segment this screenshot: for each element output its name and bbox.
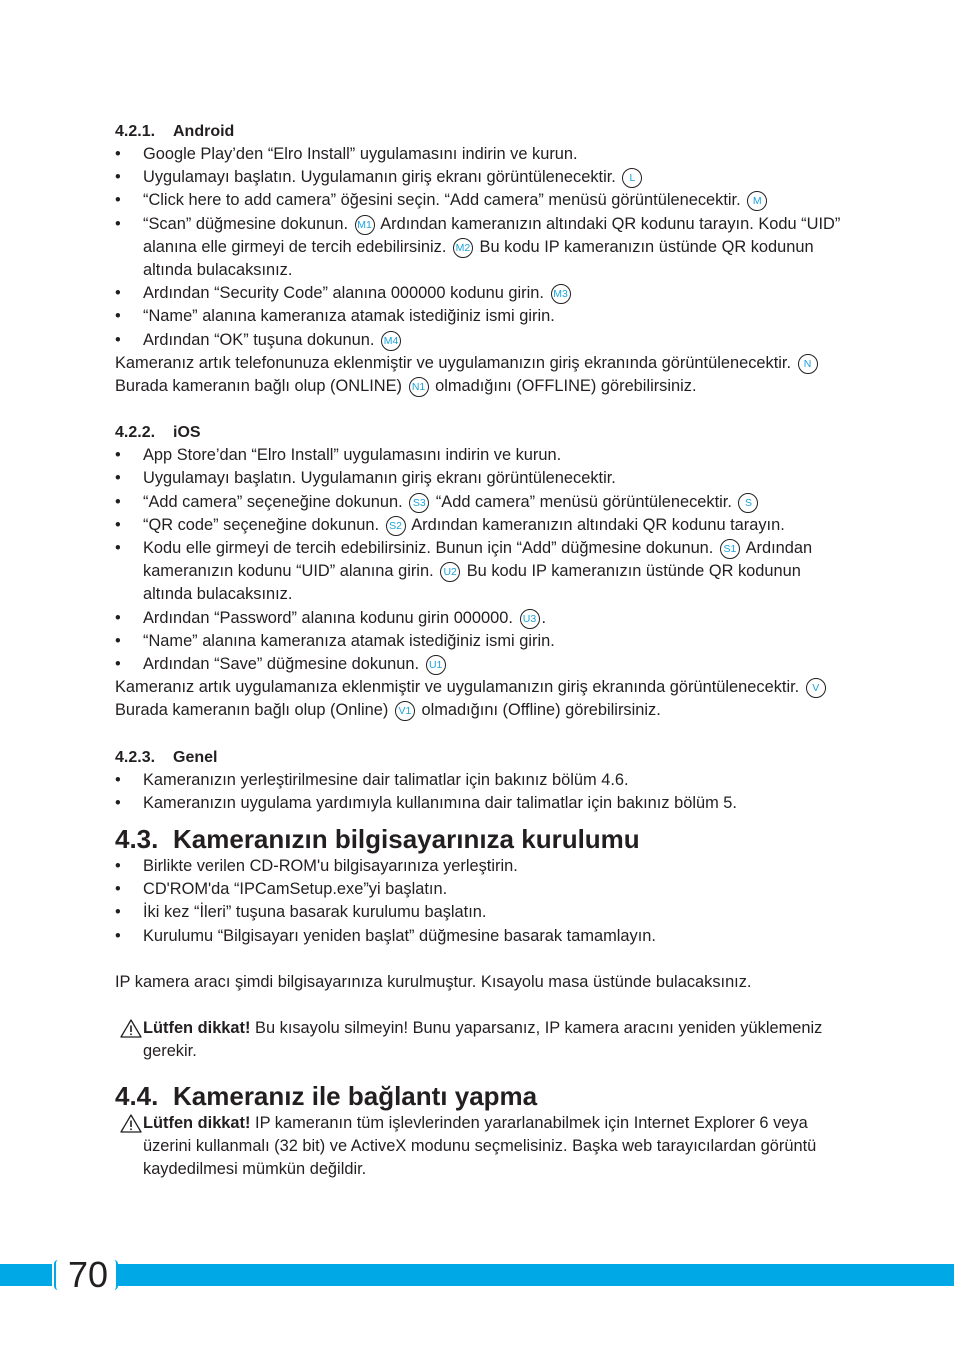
- section-heading-4-4: 4.4. Kameranız ile bağlantı yapma: [115, 1080, 538, 1111]
- list-item: • “Click here to add camera” öğesini seçin. “Add camera” menüsü görüntülenecektir. M: [115, 189, 845, 212]
- callout-s-icon: S: [738, 493, 758, 513]
- page-number: 70: [67, 1254, 109, 1295]
- callout-u3-icon: U3: [520, 609, 540, 629]
- warning-note: Lütfen dikkat! IP kameranın tüm işlevlerinden yararlanabilmek için Internet Explorer 6 veya üzerini kullanmalı (32 bit) ve ActiveX modunu seçmelisiniz. Başka web tarayıcılardan görüntü kaydedilmesi mümkün değildir.: [115, 1112, 845, 1182]
- subsection-heading-ios: 4.2.2. iOS: [115, 424, 201, 442]
- list-item: • Birlikte verilen CD-ROM'u bilgisayarınıza yerleştirin.: [115, 855, 845, 878]
- list-item: • “QR code” seçeneğine dokunun. S2 Ardından kameranızın altındaki QR kodunu tarayın.: [115, 514, 845, 537]
- callout-v1-icon: V1: [395, 701, 415, 721]
- list-item: • Ardından “Save” düğmesine dokunun. U1: [115, 653, 845, 676]
- callout-m3-icon: M3: [551, 284, 571, 304]
- callout-v-icon: V: [806, 678, 826, 698]
- list-item: • “Name” alanına kameranıza atamak istediğiniz ismi girin.: [115, 305, 845, 328]
- list-item: • Uygulamayı başlatın. Uygulamanın giriş ekranı görüntülenecektir.: [115, 467, 845, 490]
- callout-s3-icon: S3: [409, 493, 429, 513]
- android-summary: Kameranız artık telefonunuza eklenmiştir ve uygulamanızın giriş ekranında görüntülenecektir. N Burada kameranın bağlı olup (ONLINE) N1 olmadığını (OFFLINE) görebilirsiniz.: [115, 352, 845, 398]
- install-steps: [115, 855, 845, 948]
- document-body: [115, 120, 845, 1181]
- callout-u1-icon: U1: [426, 655, 446, 675]
- list-item: • App Store’dan “Elro Install” uygulamasını indirin ve kurun.: [115, 444, 845, 467]
- install-summary: IP kamera aracı şimdi bilgisayarınıza kurulmuştur. Kısayolu masa üstünde bulacaksınız.: [115, 972, 752, 991]
- warning-icon: [120, 1019, 142, 1038]
- list-item: • Uygulamayı başlatın. Uygulamanın giriş ekranı görüntülenecektir. L: [115, 166, 845, 189]
- ios-summary: Kameranız artık uygulamanıza eklenmiştir ve uygulamanızın giriş ekranında görüntülenecektir. V Burada kameranın bağlı olup (Online) V1 olmadığını (Offline) görebilirsiniz.: [115, 676, 845, 722]
- list-item: • Kameranızın uygulama yardımıyla kullanımına dair talimatlar için bakınız bölüm 5.: [115, 792, 845, 815]
- callout-m1-icon: M1: [355, 215, 375, 235]
- callout-m4-icon: M4: [381, 331, 401, 351]
- warning-note: Lütfen dikkat! Bu kısayolu silmeyin! Bunu yaparsanız, IP kamera aracını yeniden yüklemeniz gerekir.: [115, 1017, 845, 1063]
- list-item: • Ardından “Security Code” alanına 000000 kodunu girin. M3: [115, 282, 845, 305]
- subsection-heading-android: 4.2.1. Android: [115, 123, 235, 140]
- warning-icon: [120, 1114, 142, 1133]
- footer-bar-left: [0, 1264, 52, 1286]
- callout-m-icon: M: [747, 191, 767, 211]
- callout-s2-icon: S2: [386, 516, 406, 536]
- list-item: • Kurulumu “Bilgisayarı yeniden başlat” düğmesine basarak tamamlayın.: [115, 925, 845, 948]
- list-item: • “Add camera” seçeneğine dokunun. S3 “Add camera” menüsü görüntülenecektir. S: [115, 491, 845, 514]
- subsection-heading-genel: 4.2.3. Genel: [115, 748, 218, 766]
- genel-list: [115, 769, 845, 815]
- callout-m2-icon: M2: [453, 238, 473, 258]
- list-item: • “Name” alanına kameranıza atamak istediğiniz ismi girin.: [115, 630, 845, 653]
- callout-u2-icon: U2: [440, 562, 460, 582]
- list-item: • İki kez “İleri” tuşuna basarak kurulumu başlatın.: [115, 901, 845, 924]
- callout-n1-icon: N1: [409, 377, 429, 397]
- callout-n-icon: N: [798, 354, 818, 374]
- footer-bar-right: [118, 1264, 954, 1286]
- callout-l-icon: L: [622, 168, 642, 188]
- ios-steps: [115, 444, 845, 676]
- android-steps: [115, 143, 845, 352]
- list-item: • Kameranızın yerleştirilmesine dair talimatlar için bakınız bölüm 4.6.: [115, 769, 845, 792]
- callout-s1-icon: S1: [720, 539, 740, 559]
- page-footer: [0, 1254, 954, 1295]
- list-item: • Kodu elle girmeyi de tercih edebilirsiniz. Bunun için “Add” düğmesine dokunun. S1 Ardından kameranızın kodunu “UID” alanına girin. U2 Bu kodu IP kameranızın üstünde QR kodunun altında bulacaksınız.: [115, 537, 845, 607]
- section-heading-4-3: 4.3. Kameranızın bilgisayarınıza kurulumu: [115, 824, 640, 855]
- page-number-bracket-right: [108, 1260, 118, 1290]
- list-item: • CD'ROM'da “IPCamSetup.exe”yi başlatın.: [115, 878, 845, 901]
- list-item: • Ardından “Password” alanına kodunu girin 000000. U3 .: [115, 607, 845, 630]
- list-item: • Google Play’den “Elro Install” uygulamasını indirin ve kurun.: [115, 143, 845, 166]
- list-item: • “Scan” düğmesine dokunun. M1 Ardından kameranızın altındaki QR kodunu tarayın. Kodu “UID” alanına elle girmeyi de tercih edebilirsiniz. M2 Bu kodu IP kameranızın üstünde QR kodunun altında bulacaksınız.: [115, 213, 845, 283]
- list-item: • Ardından “OK” tuşuna dokunun. M4: [115, 329, 845, 352]
